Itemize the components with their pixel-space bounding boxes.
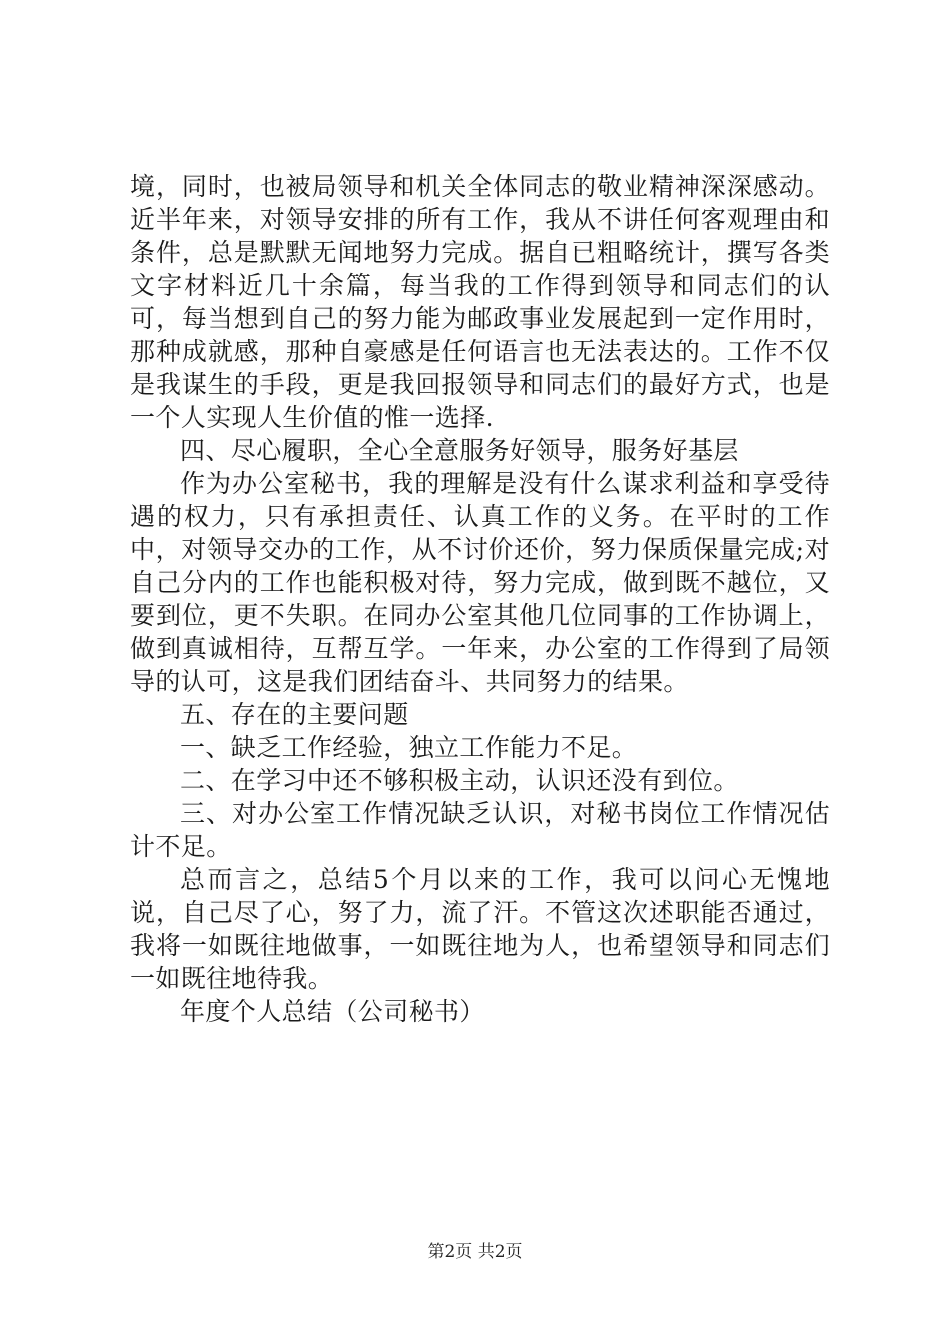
section-heading-five: 五、存在的主要问题 bbox=[180, 700, 409, 729]
document-body bbox=[130, 170, 830, 1028]
closing-title: 年度个人总结（公司秘书） bbox=[180, 997, 485, 1026]
paragraph-secretary-duties: 作为办公室秘书，我的理解是没有什么谋求利益和享受待遇的权力，只有承担责任、认真工作的义务。在平时的工作中，对领导交办的工作，从不讨价还价，努力保质保量完成;对自己分内的工作也能积极对待，努力完成，做到既不越位，又要到位，更不失职。在同办公室其他几位同事的工作协调上，做到真诚相待，互帮互学。一年来，办公室的工作得到了局领导的认可，这是我们团结奋斗、共同努力的结果。 bbox=[130, 469, 830, 696]
problem-item-three: 三、对办公室工作情况缺乏认识，对秘书岗位工作情况估计不足。 bbox=[130, 799, 830, 861]
paragraph-continuation: 境，同时，也被局领导和机关全体同志的敬业精神深深感动。近半年来，对领导安排的所有工作，我从不讲任何客观理由和条件，总是默默无闻地努力完成。据自已粗略统计，撰写各类文字材料近几十余篇，每当我的工作得到领导和同志们的认可，每当想到自己的努力能为邮政事业发展起到一定作用时，那种成就感，那种自豪感是任何语言也无法表达的。工作不仅是我谋生的手段，更是我回报领导和同志们的最好方式，也是一个人实现人生价值的惟一选择. bbox=[130, 172, 830, 432]
page-number-footer: 第2页 共2页 bbox=[427, 1242, 523, 1262]
section-heading-four: 四、尽心履职，全心全意服务好领导，服务好基层 bbox=[180, 436, 739, 465]
problem-item-two: 二、在学习中还不够积极主动，认识还没有到位。 bbox=[180, 766, 739, 795]
problem-item-one: 一、缺乏工作经验，独立工作能力不足。 bbox=[180, 733, 638, 762]
paragraph-conclusion: 总而言之，总结5个月以来的工作，我可以问心无愧地说，自己尽了心，努了力，流了汗。不管这次述职能否通过，我将一如既往地做事，一如既往地为人，也希望领导和同志们一如既往地待我。 bbox=[130, 865, 830, 993]
